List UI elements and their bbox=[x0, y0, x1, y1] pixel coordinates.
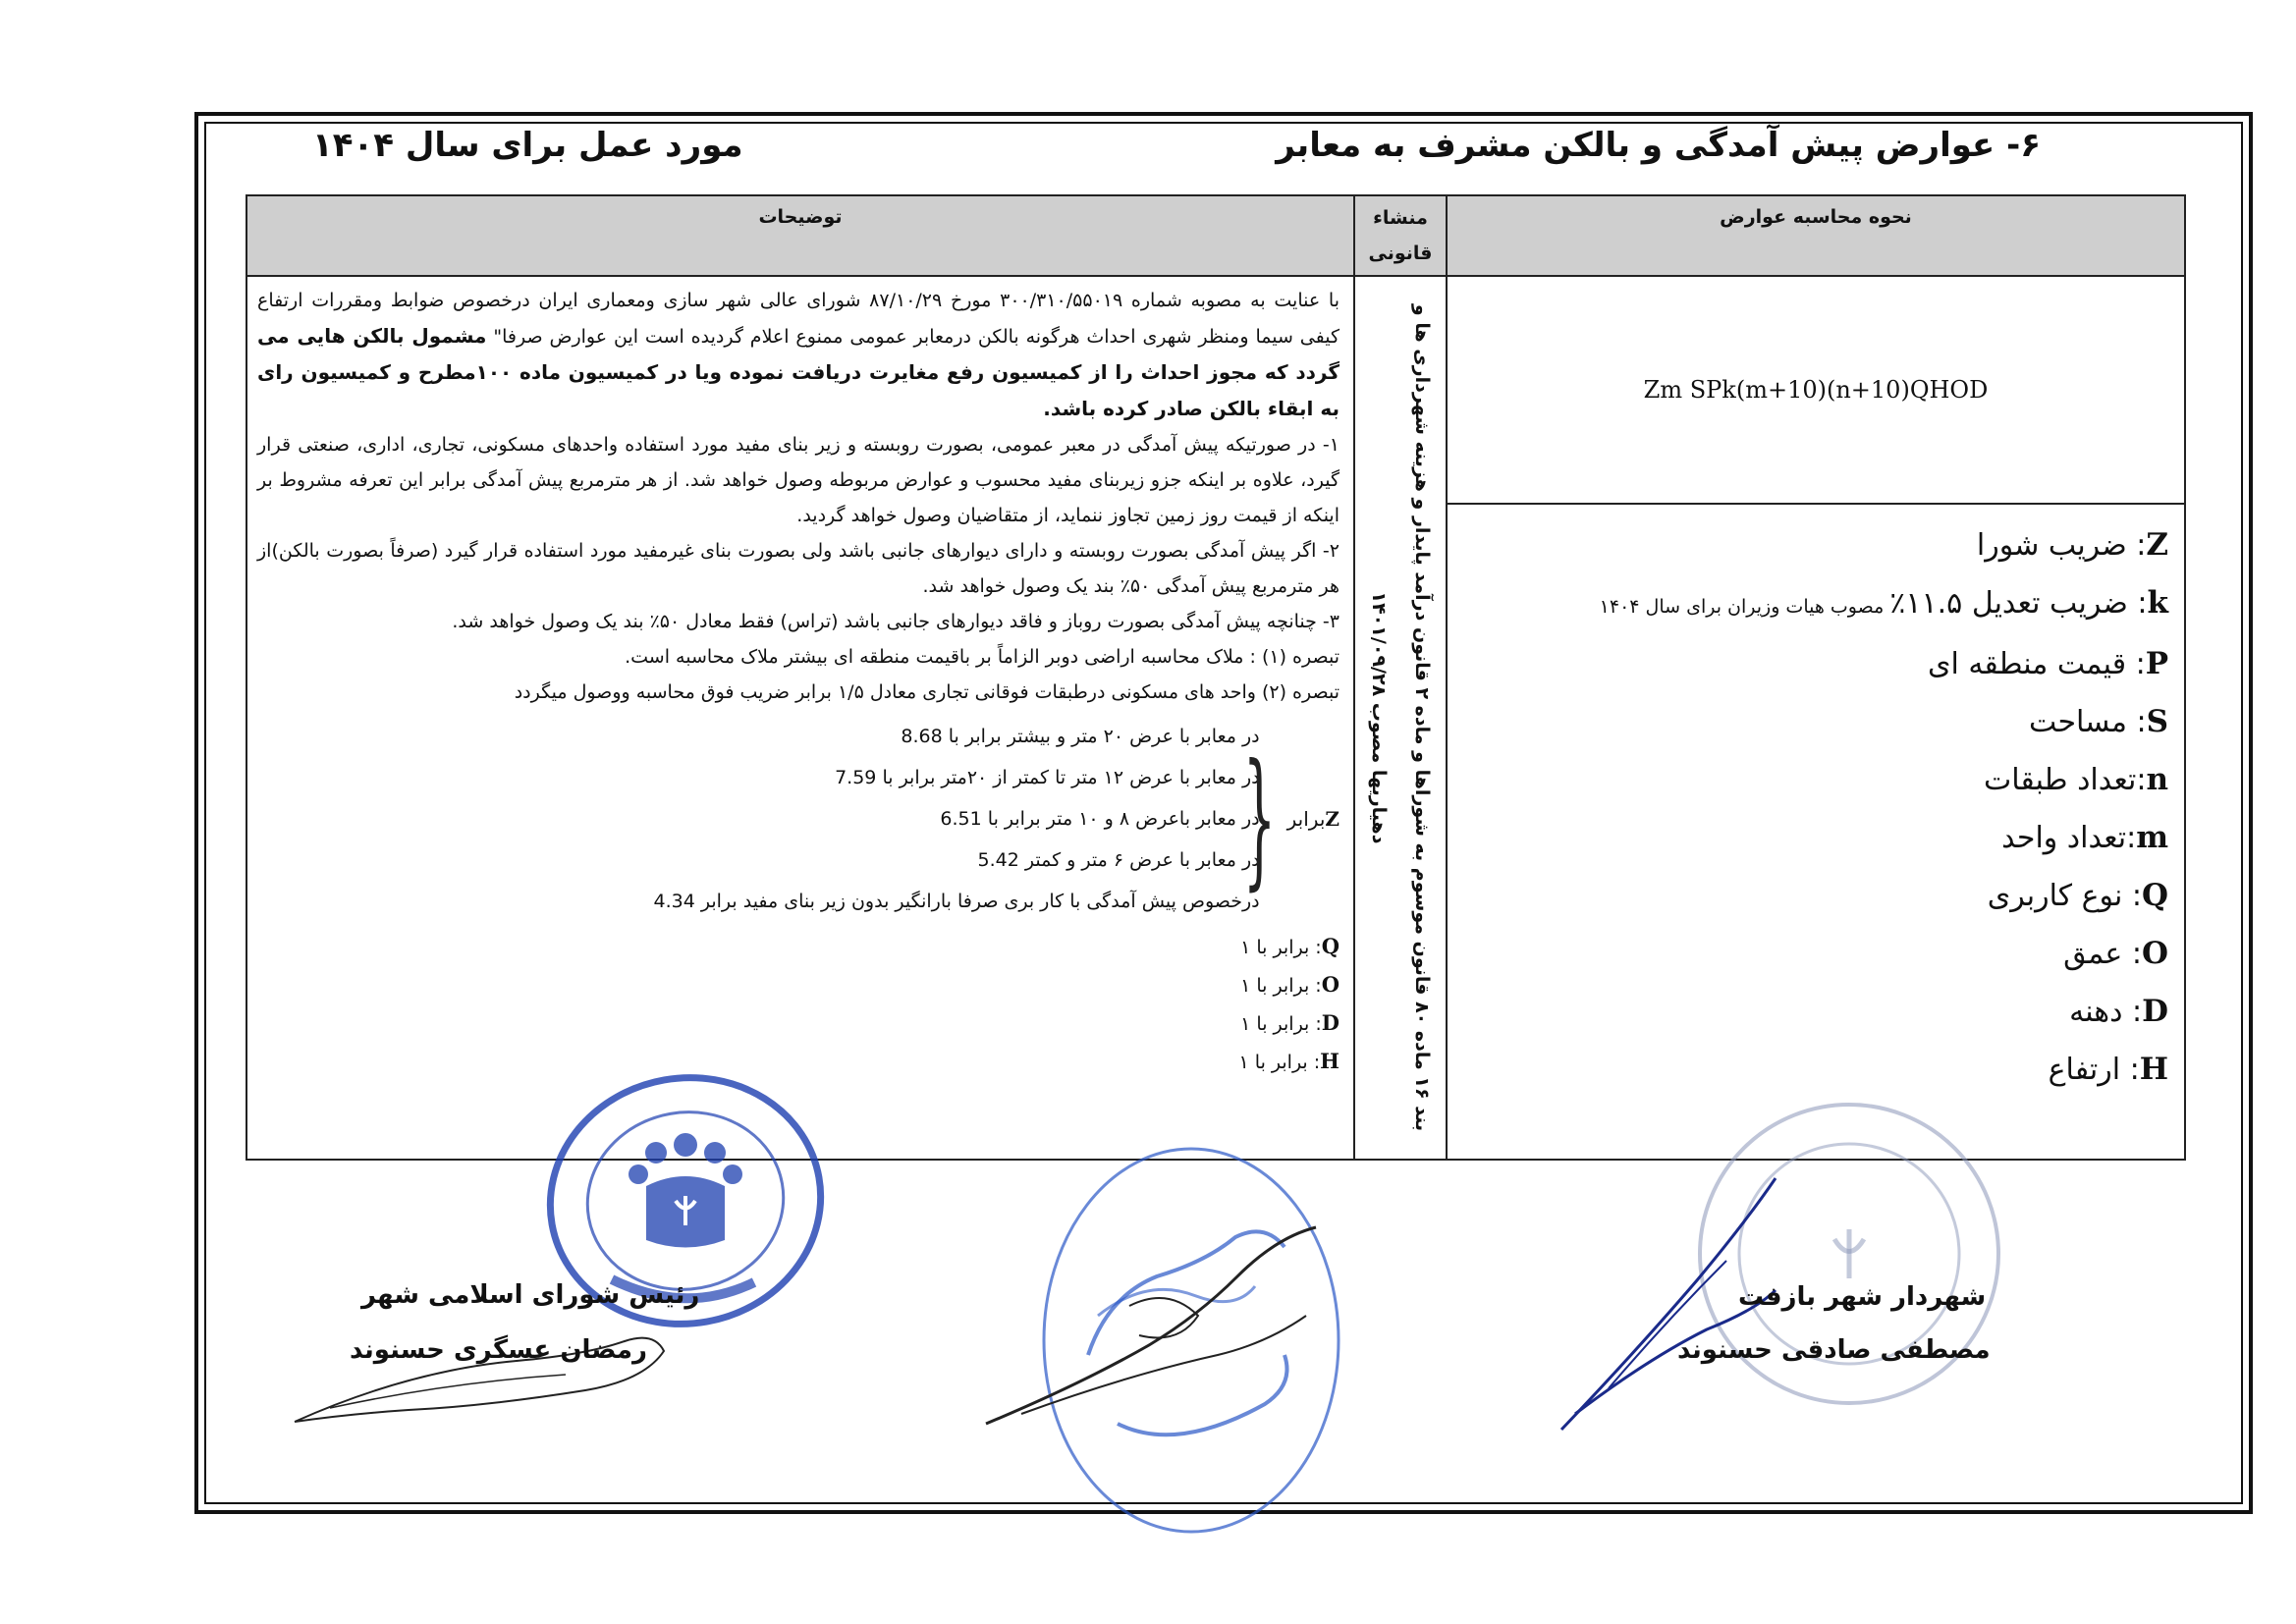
z-value-line: در معابر با عرض ۶ متر و کمتر 5.42 bbox=[977, 849, 1260, 871]
legal-source-text: بند ۱۶ ماده ۸۰ قانون موسوم به شوراها و ماده ۲ قانون درآمد پایدار و هزینه شهرداری ها و دهیاریها مصوب ۱۴۰۱/۰۹/۲۸ bbox=[1368, 303, 1433, 1132]
factor-h: H: برابر با ۱ bbox=[1238, 1049, 1339, 1073]
variable-o: O: عمق bbox=[2063, 936, 2168, 971]
z-value-line: در معابر با عرض ۲۰ متر و بیشتر برابر با 8.68 bbox=[901, 726, 1260, 747]
mayor-name: مصطفی صادقی حسنوند bbox=[1677, 1335, 1991, 1365]
variable-m: m:تعداد واحد bbox=[2001, 820, 2168, 855]
variable-h: H: ارتفاع bbox=[2048, 1052, 2168, 1087]
tariff-formula: Zm SPk(m+10)(n+10)QHOD bbox=[1643, 376, 1989, 404]
intro-text: با عنایت به مصوبه شماره ۳۰۰/۳۱۰/۵۵۰۱۹ مورخ ۸۷/۱۰/۲۹ شورای عالی شهر سازی ومعماری ایران درخصوص ضوابط ومقررات ارتفاع کیفی سیما ومنظر شهری احداث هرگونه بالکن درمعابر عمومی ممنوع اعلام گردیده است این عوارض صرفا" bbox=[257, 290, 1340, 348]
brace-icon: { bbox=[1242, 733, 1276, 904]
variable-q: Q: نوع کاربری bbox=[1987, 878, 2168, 913]
legal-source-cell bbox=[1354, 276, 1447, 1160]
variable-n: n:تعداد طبقات bbox=[1984, 762, 2168, 797]
variable-k: k: ضریب تعدیل ۱۱.۵٪ مصوب هیات وزیران برای سال ۱۴۰۴ bbox=[1599, 585, 2168, 621]
note-2: تبصره (۲) واحد های مسکونی درطبقات فوقانی تجاری معادل ۱/۵ برابر ضریب فوق محاسبه ووصول میگردد bbox=[514, 681, 1339, 703]
header-calculation: نحوه محاسبه عوارض bbox=[1447, 195, 2185, 276]
note-1: تبصره (۱) : ملاک محاسبه اراضی دوبر الزاماً بر باقیمت منطقه ای بیشتر ملاک محاسبه است. bbox=[625, 646, 1339, 668]
factor-o: O: برابر با ۱ bbox=[1240, 972, 1339, 997]
clause-1: ۱- در صورتیکه پیش آمدگی در معبر عمومی، بصورت روبسته و زیر بنای مفید مورد استفاده واحدهای مسکونی، تجاری، اداری، صنعتی قرار گیرد، علاوه بر اینکه جزو زیربنای مفید محسوب و عوارض مربوطه وصول خواهد شد. از هر مترمربع پیش آمدگی برابر این تعرفه مشروط بر اینکه از قیمت روز زمین تجاوز ننماید، از متقاضیان وصول خواهد گردید. bbox=[257, 434, 1339, 526]
z-values-list bbox=[654, 716, 1260, 922]
clause-2: ۲- اگر پیش آمدگی بصورت روبسته و دارای دیوارهای جانبی باشد ولی بصورت بنای غیرمفید مورد استفاده قرار گیرد (صرفاً بصورت بالکن)از هر مترمربع پیش آمدگی ۵۰٪ بند یک وصول خواهد شد. bbox=[257, 540, 1339, 597]
section-title: ۶- عوارض پیش آمدگی و بالکن مشرف به معابر bbox=[1276, 126, 2041, 165]
mayor-title: شهردار شهر بازفت bbox=[1738, 1282, 1987, 1312]
factor-q: Q: برابر با ۱ bbox=[1240, 934, 1339, 958]
council-head-title: رئیس شورای اسلامی شهر bbox=[361, 1280, 700, 1310]
factor-values-list bbox=[257, 928, 1339, 1081]
council-head-name: رمضان عسگری حسنوند bbox=[350, 1335, 647, 1365]
variable-p: P: قیمت منطقه ای bbox=[1927, 646, 2168, 681]
variable-d: D: دهنه bbox=[2069, 994, 2168, 1029]
table-header-row bbox=[246, 195, 2185, 276]
intro-bold-text: مشمول بالکن هایی می گردد که مجوز احداث را از کمیسیون رفع مغایرت دریافت نموده ویا در کمیسیون ماده ۱۰۰مطرح و کمیسیون رای به ابقاء بالکن صادر کرده باشد. bbox=[257, 324, 1339, 420]
variables-cell bbox=[1447, 504, 2185, 1160]
tariff-table bbox=[246, 194, 2186, 1161]
header-description: توضیحات bbox=[246, 195, 1354, 276]
header-legal-source: منشاء قانونی bbox=[1354, 195, 1447, 276]
description-cell bbox=[246, 276, 1354, 1160]
z-value-line: در معابر با عرض ۱۲ متر تا کمتر از ۲۰متر برابر با 7.59 bbox=[835, 767, 1260, 788]
intro-paragraph bbox=[257, 283, 1339, 427]
year-note: مورد عمل برای سال ۱۴۰۴ bbox=[312, 126, 743, 165]
z-coefficient-block bbox=[257, 716, 1339, 922]
z-label: Zبرابر bbox=[1286, 807, 1339, 831]
factor-d: D: برابر با ۱ bbox=[1240, 1010, 1339, 1035]
formula-cell bbox=[1447, 276, 2185, 504]
formula-row bbox=[246, 276, 2185, 504]
z-value-line: درخصوص پیش آمدگی با کار بری صرفا بارانگیر بدون زیر بنای مفید برابر 4.34 bbox=[653, 891, 1260, 912]
clause-3: ۳- چنانچه پیش آمدگی بصورت روباز و فاقد دیوارهای جانبی باشد (تراس) فقط معادل ۵۰٪ بند یک وصول خواهد شد. bbox=[452, 611, 1339, 632]
variable-s: S: مساحت bbox=[2028, 704, 2168, 739]
variable-z: Z: ضریب شورا bbox=[1976, 527, 2168, 563]
z-value-line: در معابر باعرض ۸ و ۱۰ متر برابر با 6.51 bbox=[940, 808, 1260, 830]
